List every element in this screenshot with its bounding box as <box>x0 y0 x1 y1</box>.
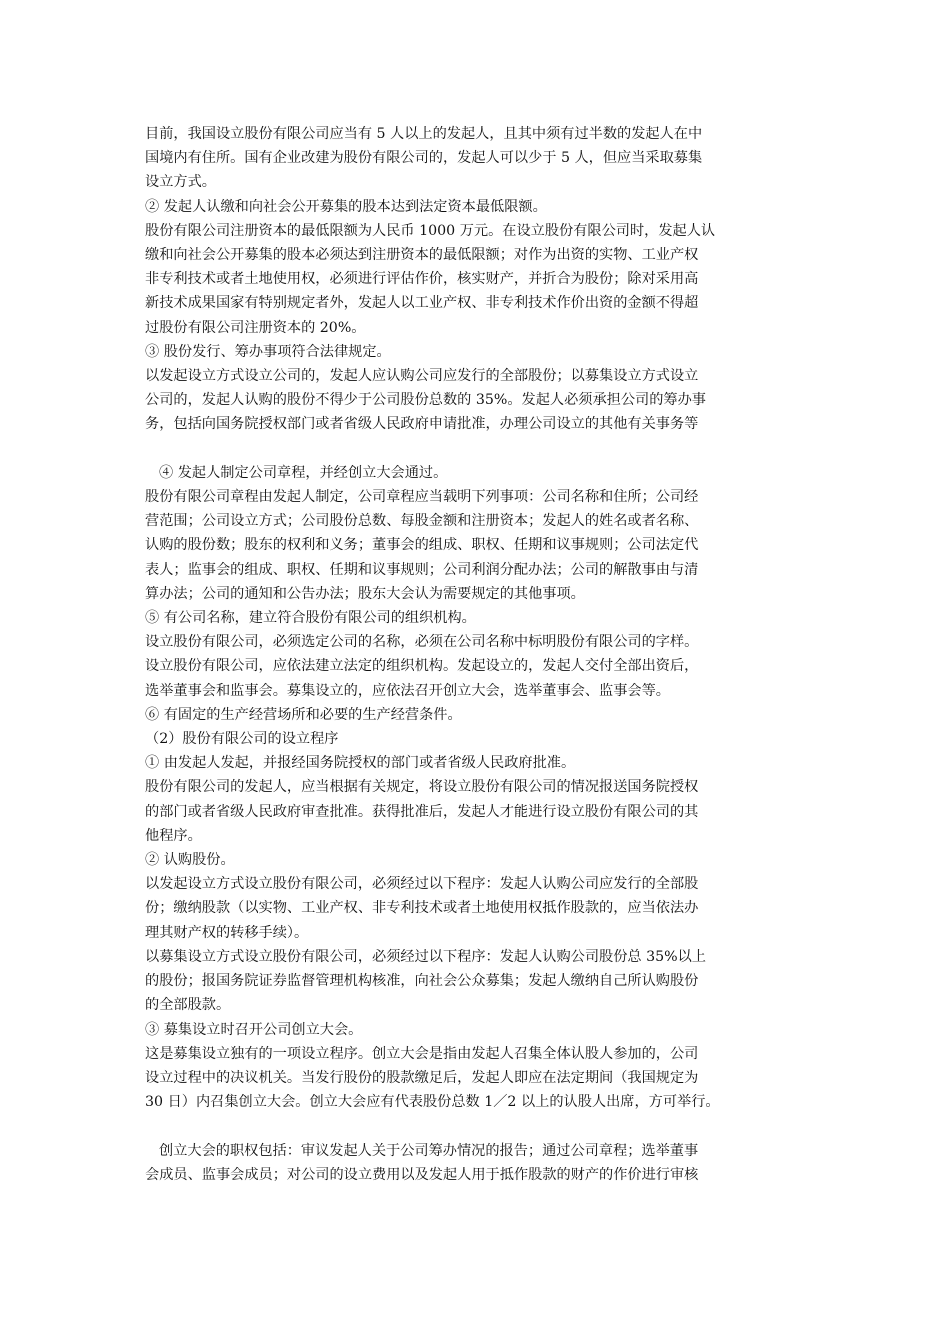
text-line: 股份有限公司注册资本的最低限额为人民币 1000 万元。在设立股份有限公司时，发起人认 <box>145 222 716 239</box>
text-line: 认购的股份数；股东的权利和义务；董事会的组成、职权、任期和议事规则；公司法定代 <box>145 537 699 554</box>
text-line: 创立大会的职权包括：审议发起人关于公司筹办情况的报告；通过公司章程；选举董事 <box>159 1142 699 1159</box>
text-line: 表人；监事会的组成、职权、任期和议事规则；公司利润分配办法；公司的解散事由与清 <box>145 561 699 578</box>
numbered-heading: ③ 募集设立时召开公司创立大会。 <box>145 1021 363 1038</box>
blank-line <box>145 1114 810 1138</box>
text-line: 缴和向社会公开募集的股本必须达到注册资本的最低限额；对作为出资的实物、工业产权 <box>145 247 699 264</box>
text-line: 股份有限公司的发起人，应当根据有关规定，将设立股份有限公司的情况报送国务院授权 <box>145 779 699 796</box>
text-line: 份；缴纳股款（以实物、工业产权、非专利技术或者土地使用权抵作股款的，应当依法办 <box>145 900 699 917</box>
blank-line <box>145 437 810 461</box>
numbered-heading: ② 发起人认缴和向社会公开募集的股本达到法定资本最低限额。 <box>145 198 547 215</box>
text-line: 理其财产权的转移手续）。 <box>145 924 309 941</box>
text-line: 设立股份有限公司，必须选定公司的名称，必须在公司名称中标明股份有限公司的字样。 <box>145 634 699 651</box>
text-line: 新技术成果国家有特别规定者外，发起人以工业产权、非专利技术作价出资的金额不得超 <box>145 295 699 312</box>
text-line: 非专利技术或者土地使用权，必须进行评估作价，核实财产，并折合为股份；除对采用高 <box>145 271 699 288</box>
text-line: 国境内有住所。国有企业改建为股份有限公司的，发起人可以少于 5 人，但应当采取募集 <box>145 150 703 167</box>
numbered-heading: ⑤ 有公司名称，建立符合股份有限公司的组织机构。 <box>145 610 476 627</box>
text-line: 务，包括向国务院授权部门或者省级人民政府申请批准，办理公司设立的其他有关事务等 <box>145 416 699 433</box>
numbered-heading: ② 认购股份。 <box>145 852 235 869</box>
numbered-heading: ③ 股份发行、筹办事项符合法律规定。 <box>145 343 391 360</box>
section-heading: （2）股份有限公司的设立程序 <box>145 731 339 748</box>
numbered-heading: ① 由发起人发起，并报经国务院授权的部门或者省级人民政府批准。 <box>145 755 576 772</box>
text-line: 公司的，发起人认购的股份不得少于公司股份总数的 35%。发起人必须承担公司的筹办事 <box>145 392 706 409</box>
text-line: 以发起设立方式设立公司的，发起人应认购公司应发行的全部股份；以募集设立方式设立 <box>145 368 699 385</box>
text-line: 的全部股款。 <box>145 997 231 1014</box>
text-line: 会成员、监事会成员；对公司的设立费用以及发起人用于抵作股款的财产的作价进行审核 <box>145 1166 699 1183</box>
text-line: 以募集设立方式设立股份有限公司，必须经过以下程序：发起人认购公司股份总 35%以上 <box>145 948 706 965</box>
text-line: 的股份；报国务院证券监督管理机构核准，向社会公众募集；发起人缴纳自己所认购股份 <box>145 973 699 990</box>
text-line: 他程序。 <box>145 827 202 844</box>
text-line: 目前，我国设立股份有限公司应当有 5 人以上的发起人，且其中须有过半数的发起人在中 <box>145 126 703 142</box>
text-line: 股份有限公司章程由发起人制定，公司章程应当载明下列事项：公司名称和住所；公司经 <box>145 489 699 506</box>
text-line: 设立过程中的决议机关。当发行股份的股款缴足后，发起人即应在法定期间（我国规定为 <box>145 1069 699 1086</box>
text-line: 以发起设立方式设立股份有限公司，必须经过以下程序：发起人认购公司应发行的全部股 <box>145 876 699 893</box>
document-body <box>145 122 810 1187</box>
text-line: 的部门或者省级人民政府审查批准。获得批准后，发起人才能进行设立股份有限公司的其 <box>145 803 699 820</box>
text-line: 过股份有限公司注册资本的 20%。 <box>145 319 366 336</box>
text-line: 选举董事会和监事会。募集设立的，应依法召开创立大会，选举董事会、监事会等。 <box>145 682 670 699</box>
text-line: 营范围；公司设立方式；公司股份总数、每股金额和注册资本；发起人的姓名或者名称、 <box>145 513 699 530</box>
numbered-heading: ⑥ 有固定的生产经营场所和必要的生产经营条件。 <box>145 706 462 723</box>
text-line: 设立股份有限公司，应依法建立法定的组织机构。发起设立的，发起人交付全部出资后， <box>145 658 699 675</box>
text-line: 这是募集设立独有的一项设立程序。创立大会是指由发起人召集全体认股人参加的，公司 <box>145 1045 699 1062</box>
text-line: 设立方式。 <box>145 174 216 191</box>
text-line: 算办法；公司的通知和公告办法；股东大会认为需要规定的其他事项。 <box>145 585 585 602</box>
numbered-heading: ④ 发起人制定公司章程，并经创立大会通过。 <box>159 464 448 481</box>
text-line: 30 日）内召集创立大会。创立大会应有代表股份总数 1／2 以上的认股人出席，方可举行。 <box>145 1094 720 1111</box>
